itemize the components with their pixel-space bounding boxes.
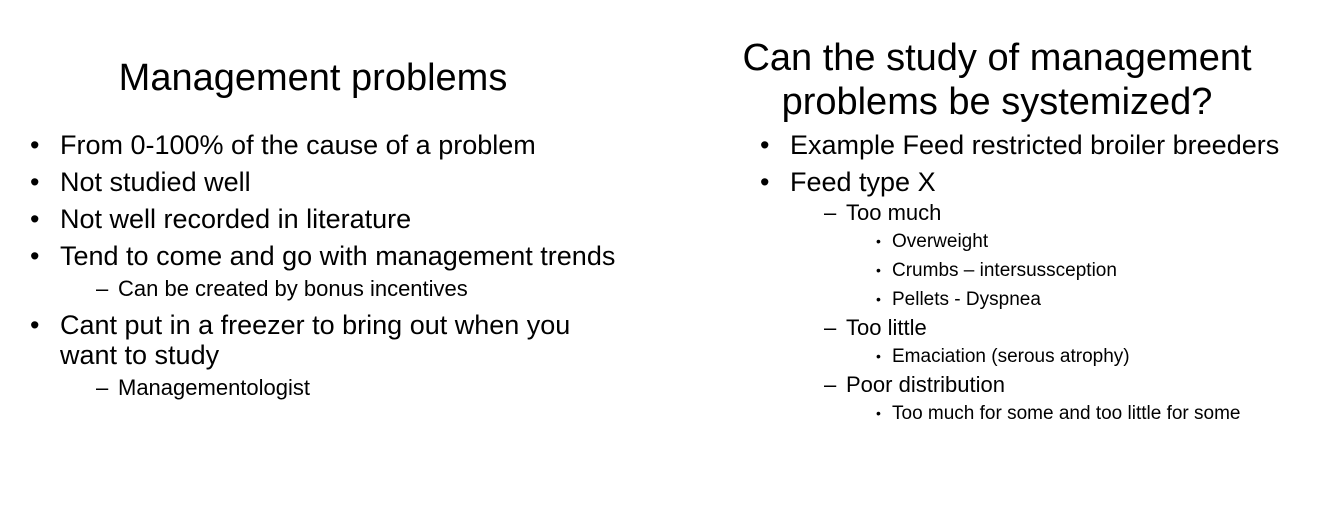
bullet-marker: • bbox=[760, 130, 770, 160]
bullet-marker: • bbox=[30, 310, 40, 340]
bullet-item bbox=[30, 241, 630, 303]
bullet-text: From 0-100% of the cause of a problem bbox=[60, 130, 536, 160]
bullet-marker: • bbox=[30, 204, 40, 234]
sub-sub-text: Overweight bbox=[892, 231, 989, 252]
sub-sub-list bbox=[876, 227, 1330, 314]
sub-item bbox=[96, 275, 630, 303]
bullet-item bbox=[760, 130, 1330, 160]
bullet-text: Example Feed restricted broiler breeders bbox=[790, 130, 1280, 160]
sub-list bbox=[824, 199, 1330, 428]
slide-right bbox=[660, 0, 1334, 531]
dash-marker: – bbox=[824, 200, 837, 225]
bullet-marker: • bbox=[876, 233, 881, 249]
sub-list bbox=[96, 374, 630, 402]
bullet-marker: • bbox=[30, 241, 40, 271]
bullet-item bbox=[30, 310, 630, 402]
sub-item bbox=[96, 374, 630, 402]
bullet-text: Cant put in a freezer to bring out when you want to study bbox=[60, 310, 571, 370]
dash-marker: – bbox=[824, 372, 837, 397]
bullet-item bbox=[30, 167, 630, 197]
sub-sub-text: Too much for some and too little for some bbox=[892, 403, 1241, 424]
sub-sub-list bbox=[876, 399, 1330, 428]
bullet-marker: • bbox=[876, 262, 881, 278]
sub-sub-item bbox=[876, 342, 1330, 371]
sub-sub-list bbox=[876, 342, 1330, 371]
sub-text: Managementologist bbox=[118, 375, 311, 400]
bullet-marker: • bbox=[30, 130, 40, 160]
sub-sub-item bbox=[876, 285, 1330, 314]
bullet-item bbox=[760, 167, 1330, 428]
sub-text: Too little bbox=[846, 315, 927, 340]
bullet-list bbox=[760, 130, 1330, 435]
sub-sub-item bbox=[876, 256, 1330, 285]
sub-item bbox=[824, 371, 1330, 428]
dash-marker: – bbox=[824, 315, 837, 340]
bullet-marker: • bbox=[30, 167, 40, 197]
bullet-marker: • bbox=[876, 348, 881, 364]
sub-item bbox=[824, 199, 1330, 314]
sub-text: Poor distribution bbox=[846, 372, 1005, 397]
sub-sub-text: Pellets - Dyspnea bbox=[892, 289, 1041, 310]
bullet-text: Tend to come and go with management trends bbox=[60, 241, 616, 271]
bullet-marker: • bbox=[876, 291, 881, 307]
sub-sub-item bbox=[876, 227, 1330, 256]
bullet-text: Feed type X bbox=[790, 167, 936, 197]
slide-left bbox=[0, 0, 660, 531]
sub-sub-text: Emaciation (serous atrophy) bbox=[892, 346, 1130, 367]
bullet-list bbox=[30, 130, 630, 409]
sub-sub-item bbox=[876, 399, 1330, 428]
sub-text: Too much bbox=[846, 200, 942, 225]
slide-title: Management problems bbox=[118, 57, 508, 99]
dash-marker: – bbox=[96, 276, 109, 301]
bullet-item bbox=[30, 204, 630, 234]
sub-text: Can be created by bonus incentives bbox=[118, 276, 468, 301]
bullet-text: Not well recorded in literature bbox=[60, 204, 412, 234]
sub-item bbox=[824, 314, 1330, 371]
bullet-text: Not studied well bbox=[60, 167, 251, 197]
bullet-item bbox=[30, 130, 630, 160]
sub-list bbox=[96, 275, 630, 303]
slide-title: Can the study of management problems be systemized? bbox=[742, 37, 1252, 123]
sub-sub-text: Crumbs – intersussception bbox=[892, 260, 1117, 281]
dash-marker: – bbox=[96, 375, 109, 400]
bullet-marker: • bbox=[876, 405, 881, 421]
bullet-marker: • bbox=[760, 167, 770, 197]
